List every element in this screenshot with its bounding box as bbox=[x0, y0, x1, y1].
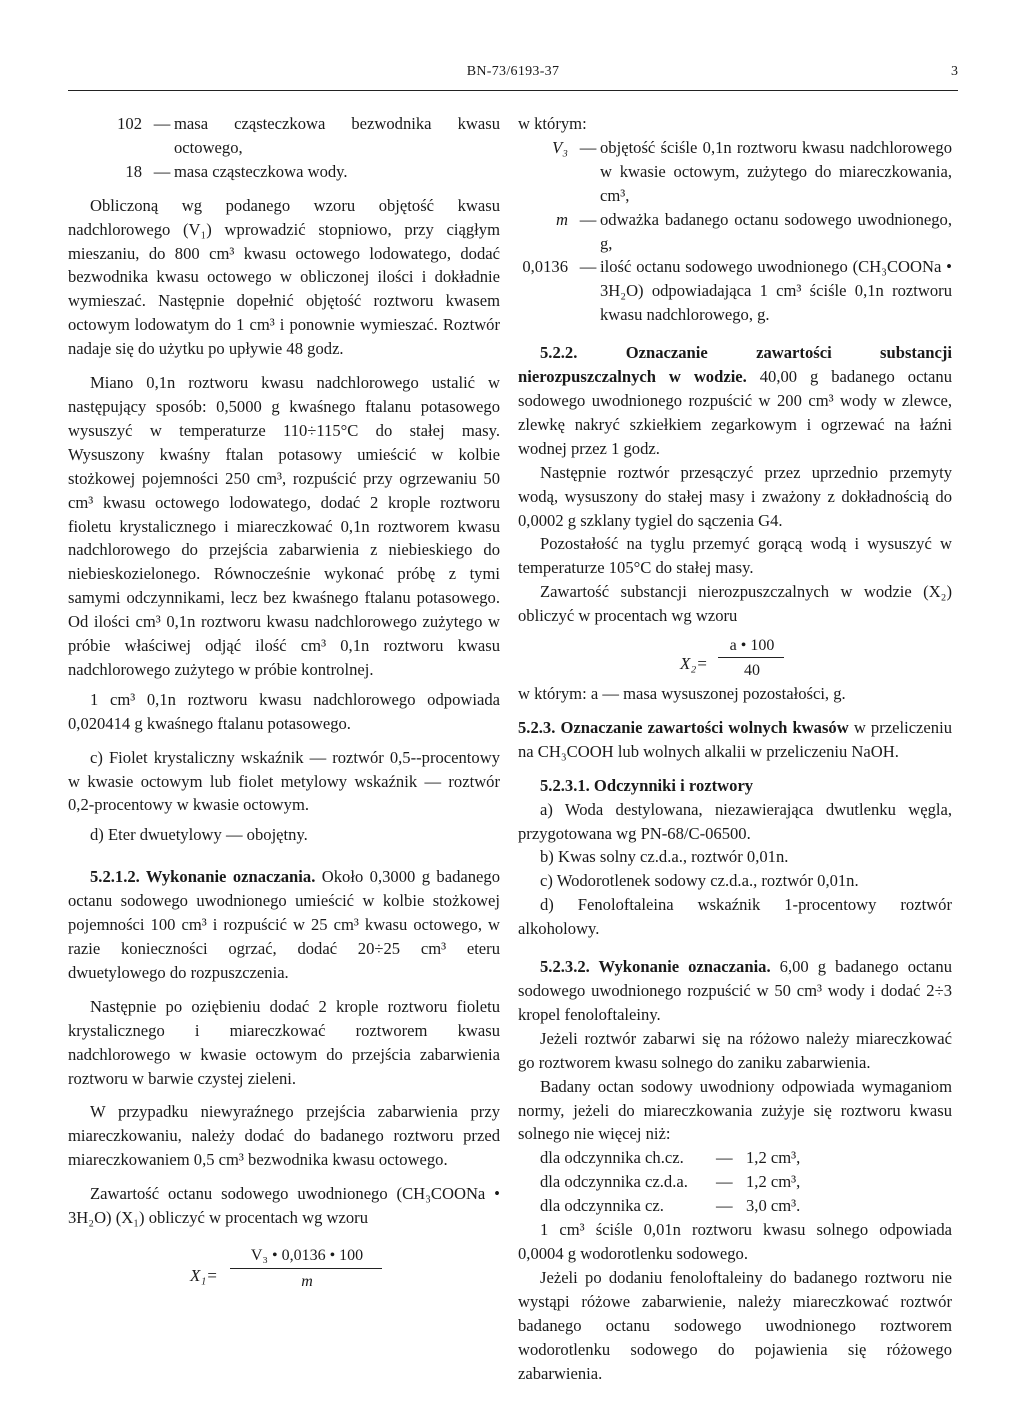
grade-dash: — bbox=[716, 1172, 733, 1192]
fraction-bar bbox=[230, 1268, 382, 1269]
fraction-bar bbox=[718, 657, 784, 658]
paragraph: Miano 0,1n roztworu kwasu nadchlorowego ustalić w następujący sposób: 0,5000 g kwaśnego ftalanu potasowego wysuszyć w temperaturze 110÷115°C do stałej masy. Wysuszony kwaśny ftalan potasowy umieścić w kolbie stożkowej pojemności 250 cm³, rozpuścić przy ogrzewaniu 50 cm³ kwasu octowego lodowatego, dodać 2 krople roztworu fioletu krystalicznego i miareczkować 0,1n roztworem kwasu nadchlorowego do przejścia zabarwienia z niebieskiego do niebieskozielonego. Równocześnie wykonać próbę z tymi samymi odczynnikami, lecz bez kwaśnego ftalanu potasowego. Od ilości cm³ 0,1n roztworu kwasu nadchlorowego zużytego w próbie właściwej odjąć ilość cm³ 0,1n roztworu kwasu nadchlorowego zużytego w próbie kontrolnej. bbox=[68, 373, 500, 679]
section-heading: 5.2.3. Oznaczanie zawartości wolnych kwasów bbox=[518, 717, 849, 737]
where-line: w którym: a — masa wysuszonej pozostałości, g. bbox=[518, 684, 846, 704]
section-heading: 5.2.2. Oznaczanie zawartości substancji nierozpuszczalnych w wodzie. bbox=[518, 343, 952, 387]
grade-label: dla odczynnika ch.cz. bbox=[540, 1148, 684, 1168]
def-dash: — bbox=[579, 257, 597, 277]
section-text: 6,00 g badanego octanu sodowego uwodnionego rozpuścić w 50 cm³ wody i dodać 2÷3 kropel fenoloftaleiny. bbox=[518, 957, 952, 1024]
formula-denominator: m bbox=[301, 1272, 313, 1290]
section-text: 40,00 g badanego octanu sodowego uwodnionego rozpuścić w 200 cm³ wody w zlewce, zlewkę nakryć szkiełkiem zegarkowym i ogrzewać na łaźni wodnej przez 1 godz. bbox=[518, 367, 953, 458]
paragraph: Następnie po oziębieniu dodać 2 krople roztworu fioletu krystalicznego i miareczkować roztworem kwasu nadchlorowego w kwasie octowym do przejścia zabarwienia roztworu w barwie czystej zieleni. bbox=[68, 996, 500, 1088]
paragraph: Zawartość octanu sodowego uwodnionego (CH₃COONa • 3H₂O) (X₁) obliczyć w procentach wg wzoru bbox=[68, 1184, 500, 1228]
def-dash: — bbox=[153, 161, 171, 181]
def-dash: — bbox=[579, 137, 597, 157]
formula-lhs: X₁= bbox=[190, 1265, 218, 1285]
paragraph: 1 cm³ ściśle 0,01n roztworu kwasu solnego odpowiada 0,0004 g wodorotlenku sodowego. bbox=[518, 1220, 952, 1263]
molar-mass-definitions bbox=[68, 112, 500, 184]
formula-numerator: a • 100 bbox=[729, 637, 775, 655]
paragraph: Zawartość substancji nierozpuszczalnych w wodzie (X₂) obliczyć w procentach wg wzoru bbox=[518, 582, 952, 626]
section-paragraph bbox=[518, 716, 952, 764]
paragraph: 1 cm³ 0,1n roztworu kwasu nadchlorowego odpowiada 0,020414 g kwaśnego ftalanu potasowego. bbox=[68, 689, 500, 733]
page-header bbox=[68, 64, 958, 86]
formula-x1 bbox=[68, 1240, 500, 1294]
grade-value: 1,2 cm³, bbox=[746, 1148, 801, 1168]
reagent-item: d) Fenoloftaleina wskaźnik 1-procentowy roztwór alkoholowy. bbox=[518, 895, 952, 939]
page-number: 3 bbox=[951, 64, 958, 79]
paragraph: c) Fiolet krystaliczny wskaźnik — roztwór 0,5--procentowy w kwasie octowym lub fiolet metylowy wskaźnik — roztwór 0,2-procentowy w kwasie octowym. bbox=[68, 747, 500, 815]
section-heading: 5.2.1.2. Wykonanie oznaczania. bbox=[90, 867, 316, 887]
right-column bbox=[518, 112, 952, 1385]
section-text: Około 0,3000 g badanego octanu sodowego uwodnionego umieścić w kolbie stożkowej pojemności 100 cm³ i rozpuścić w 25 cm³ kwasu octowego, w razie konieczności ogrzać, dodać 20÷25 cm³ eteru dwuetylowego do rozpuszczenia. bbox=[68, 867, 500, 982]
section-text: w przeliczeniu na CH₃COOH lub wolnych alkalii w przeliczeniu NaOH. bbox=[518, 717, 952, 761]
grade-value: 1,2 cm³, bbox=[746, 1172, 801, 1192]
def-text: odważka badanego octanu sodowego uwodnionego, g, bbox=[600, 209, 952, 253]
left-column bbox=[68, 112, 500, 1294]
reagent-item: b) Kwas solny cz.d.a., roztwór 0,01n. bbox=[540, 847, 789, 867]
grade-value: 3,0 cm³. bbox=[746, 1196, 801, 1216]
grade-label: dla odczynnika cz.d.a. bbox=[540, 1172, 688, 1192]
def-text: objętość ściśle 0,1n roztworu kwasu nadchlorowego w kwasie octowym, zużytego do miareczkowania, cm³, bbox=[600, 137, 952, 205]
formula-definitions bbox=[518, 136, 952, 327]
def-dash: — bbox=[153, 114, 171, 133]
reagent-limits bbox=[518, 1146, 952, 1218]
grade-label: dla odczynnika cz. bbox=[540, 1196, 664, 1216]
section-paragraph bbox=[68, 865, 500, 985]
paragraph: Jeżeli roztwór zabarwi się na różowo należy miareczkować go roztworem kwasu solnego do zaniku zabarwienia. bbox=[518, 1028, 952, 1072]
def-key: 102 bbox=[117, 114, 142, 133]
standard-code: BN-73/6193-37 bbox=[466, 64, 560, 79]
def-key: m bbox=[556, 209, 568, 229]
def-key: V₃ bbox=[552, 137, 568, 157]
grade-dash: — bbox=[716, 1196, 733, 1216]
def-dash: — bbox=[579, 209, 597, 229]
section-paragraph bbox=[518, 341, 952, 461]
where-intro: w którym: bbox=[518, 114, 587, 133]
reagent-item: a) Woda destylowana, niezawierająca dwutlenku węgla, przygotowana wg PN-68/C-06500. bbox=[518, 799, 952, 843]
paragraph: Jeżeli po dodaniu fenoloftaleiny do badanego roztworu nie wystąpi różowe zabarwienie, należy miareczkować roztwór badanego octanu sodowego uwodnionego roztworem wodorotlenku sodowego do pojawienia się różowego zabarwienia. bbox=[518, 1267, 952, 1383]
paragraph: Następnie roztwór przesączyć przez uprzednio przemyty wodą, wysuszony do stałej masy i zważony z dokładnością do 0,0002 g szklany tygiel do sączenia G4. bbox=[518, 462, 952, 530]
formula-lhs: X₂= bbox=[680, 654, 708, 674]
section-heading: 5.2.3.2. Wykonanie oznaczania. bbox=[540, 957, 771, 977]
section-paragraph bbox=[518, 955, 952, 1027]
subsection-heading: 5.2.3.1. Odczynniki i roztwory bbox=[540, 775, 754, 795]
paragraph: Pozostałość na tyglu przemyć gorącą wodą i wysuszyć w temperaturze 105°C do stałej masy. bbox=[518, 534, 952, 578]
formula-x2 bbox=[518, 634, 952, 682]
header-rule bbox=[68, 90, 958, 91]
def-text: ilość octanu sodowego uwodnionego (CH₃COONa • 3H₂O) odpowiadająca 1 cm³ ściśle 0,1n roztworu kwasu nadchlorowego, g. bbox=[600, 257, 952, 325]
def-key: 18 bbox=[125, 161, 142, 181]
formula-denominator: 40 bbox=[744, 662, 760, 680]
reagent-item: c) Wodorotlenek sodowy cz.d.a., roztwór 0,01n. bbox=[540, 871, 859, 891]
paragraph: Badany octan sodowy uwodniony odpowiada wymaganiom normy, jeżeli do miareczkowania zużyje się roztworu kwasu solnego nie więcej niż: bbox=[518, 1076, 952, 1144]
paragraph: W przypadku niewyraźnego przejścia zabarwienia przy miareczkowaniu, należy dodać do badanego roztworu przed miareczkowaniem 0,5 cm³ bezwodnika kwasu octowego. bbox=[68, 1102, 500, 1170]
formula-numerator: V₃ • 0,0136 • 100 bbox=[250, 1246, 364, 1264]
def-text: masa cząsteczkowa bezwodnika kwasu octowego, bbox=[174, 114, 500, 157]
paragraph: Obliczoną wg podanego wzoru objętość kwasu nadchlorowego (V₁) wprowadzić stopniowo, przy ciągłym mieszaniu, do 800 cm³ kwasu octowego lodowatego, dodać bezwodnika kwasu octowego w obliczonej ilości i dokładnie wymieszać. Następnie dopełnić objętość roztworu kwasem octowym lodowatym do 1 cm³ i ponownie wymieszać. Roztwór nadaje się do użytku po upływie 48 godz. bbox=[68, 195, 500, 359]
def-key: 0,0136 bbox=[522, 257, 568, 277]
def-text: masa cząsteczkowa wody. bbox=[174, 161, 348, 181]
paragraph: d) Eter dwuetylowy — obojętny. bbox=[90, 825, 308, 845]
grade-dash: — bbox=[716, 1148, 733, 1168]
